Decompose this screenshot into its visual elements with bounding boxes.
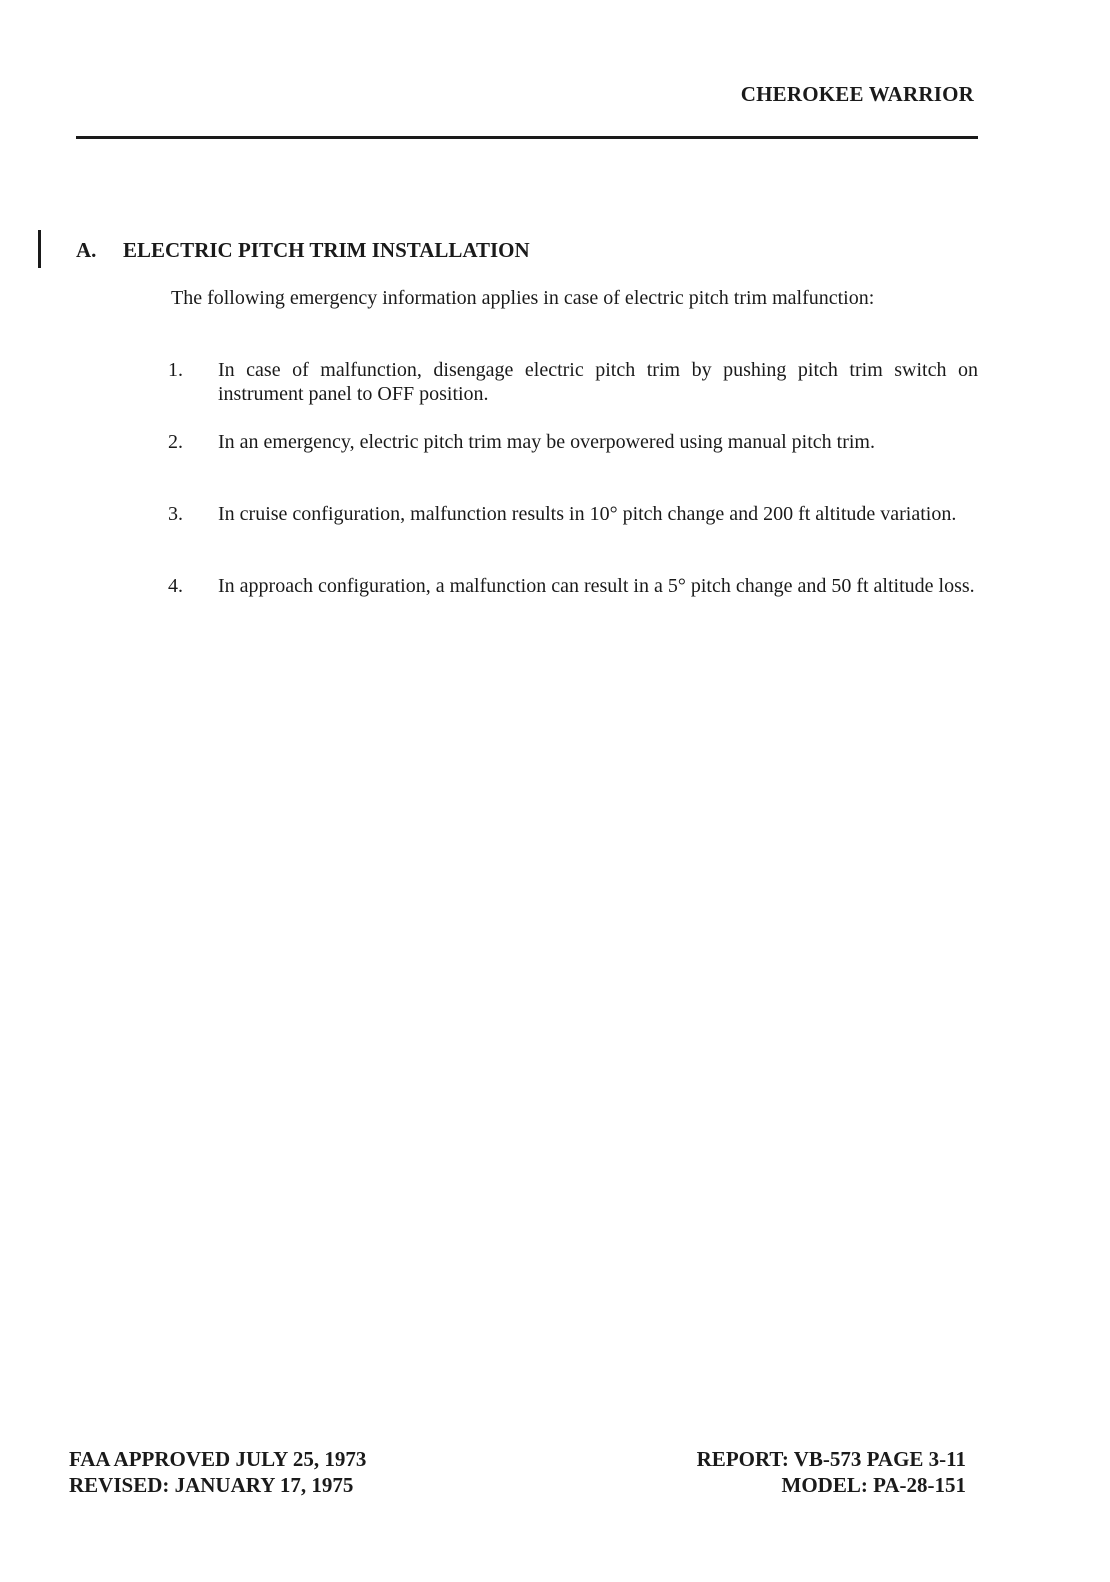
- revision-change-bar: [38, 230, 41, 268]
- item-number: 1.: [168, 359, 183, 381]
- report-page-number: REPORT: VB-573 PAGE 3-11: [696, 1447, 966, 1471]
- header-rule: [76, 136, 978, 139]
- item-text: In case of malfunction, disengage electric pitch trim by pushing pitch trim switch on instrument panel to OFF position.: [218, 359, 978, 405]
- faa-approved-date: FAA APPROVED JULY 25, 1973: [69, 1447, 367, 1471]
- model-number: MODEL: PA-28-151: [781, 1473, 966, 1497]
- item-text: In cruise configuration, malfunction results in 10° pitch change and 200 ft altitude variation.: [218, 503, 957, 525]
- intro-paragraph: The following emergency information applies in case of electric pitch trim malfunction:: [171, 287, 875, 309]
- revised-date: REVISED: JANUARY 17, 1975: [69, 1473, 354, 1497]
- footer-report-block: [697, 1446, 966, 1498]
- item-number: 2.: [168, 431, 183, 453]
- running-title: CHEROKEE WARRIOR: [740, 82, 974, 106]
- item-number: 3.: [168, 503, 183, 525]
- item-number: 4.: [168, 575, 183, 597]
- section-title: ELECTRIC PITCH TRIM INSTALLATION: [123, 238, 530, 262]
- footer-approval-block: [69, 1446, 366, 1498]
- section-letter: A.: [76, 238, 97, 262]
- item-text: In approach configuration, a malfunction can result in a 5° pitch change and 50 ft altitude loss.: [218, 575, 975, 597]
- item-text: In an emergency, electric pitch trim may be overpowered using manual pitch trim.: [218, 431, 875, 453]
